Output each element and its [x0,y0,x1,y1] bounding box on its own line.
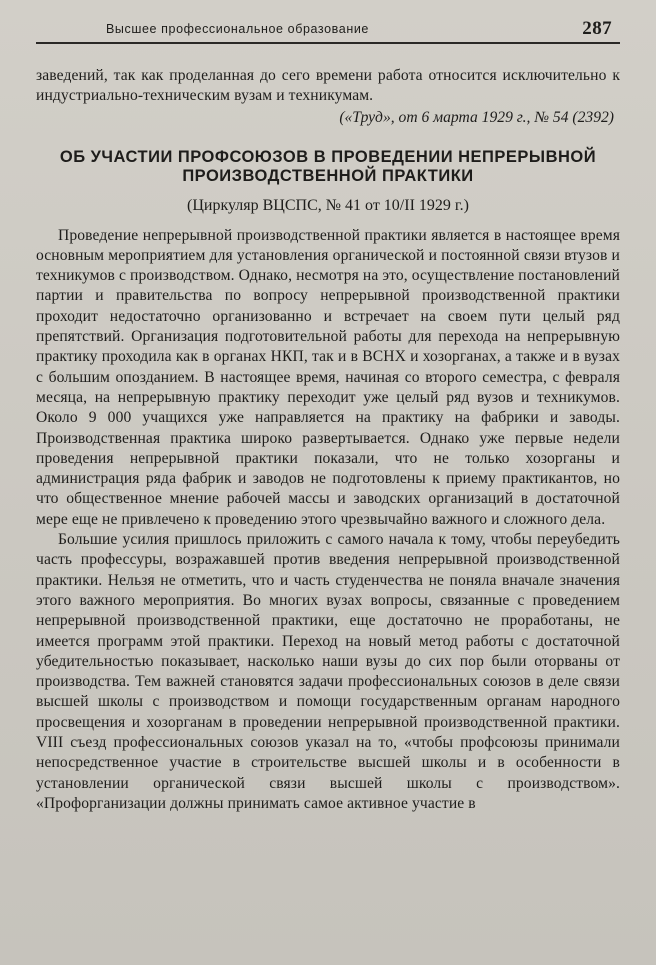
source-citation: («Труд», от 6 марта 1929 г., № 54 (2392) [339,108,614,126]
header-rule [36,42,620,44]
page-number: 287 [582,18,612,39]
body-paragraph: Проведение непрерывной производственной практики является в настоящее время основным мероприятием для установления органической и постоянной связи втузов и техникумов с производством. Однако, несмотря на это, осуществление постановлений партии и правительства по вопросу непрерывной производственной практики проходит недостаточно организованно и встречает на своем пути целый ряд препятствий. Организация подготовительной работы для перехода на непрерывную практику проходила как в органах НКП, так и в ВСНХ и хозорганах, а также и в вузах с большим опозданием. В настоящее время, начиная со второго семестра, с февраля месяца, на непрерывную практику переходит уже целый ряд вузов и техникумов. Около 9 000 учащихся уже направляется на практику на фабрики и заводы. Производственная практика широко развертывается. Однако уже первые недели проведения непрерывной практики показали, что не только хозорганы и администрация ряда фабрик и заводов не подготовлены к приему практикантов, но что общественное мнение рабочей массы и заводских организаций в достаточной мере еще не привлечено к проведению этого чрезвычайно важного и сложного дела. [36,226,620,528]
article-body [36,226,620,815]
running-title: Высшее профессиональное образование [106,22,369,36]
body-paragraph: Большие усилия пришлось приложить с самого начала к тому, чтобы переубедить часть профессуры, возражавшей против введения непрерывной производственной практики. Нельзя не отметить, что и часть студенчества не поняла вначале значения этого важного мероприятия. Во многих вузах вопросы, связанные с проведением непрерывной производственной практики, еще достаточно не проработаны, не имеется программ этой практики. Переход на новый метод работы с достаточной убедительностью показывает, насколько наши вузы до сих пор были оторваны от производства. Тем важней становятся задачи профессиональных союзов в деле связи высшей школы с производством и помощи государственным органам народного просвещения и хозорганам в проведении непрерывной производственной практики. VIII съезд профессиональных союзов указал на то, «чтобы профсоюзы принимали непосредственное участие в строительстве высшей школы и в особенности в установлении органической связи высшей школы с производством». «Профорганизации должны принимать самое активное участие в [36,531,620,812]
running-header [36,18,620,42]
article-subtitle: (Циркуляр ВЦСПС, № 41 от 10/II 1929 г.) [187,196,469,214]
intro-paragraph: заведений, так как проделанная до сего времени работа относится исключительно к индустриально-техническим вузам и техникумам. [36,67,620,105]
article-title: ОБ УЧАСТИИ ПРОФСОЮЗОВ В ПРОВЕДЕНИИ НЕПРЕРЫВНОЙ ПРОИЗВОДСТВЕННОЙ ПРАКТИКИ [59,147,597,185]
